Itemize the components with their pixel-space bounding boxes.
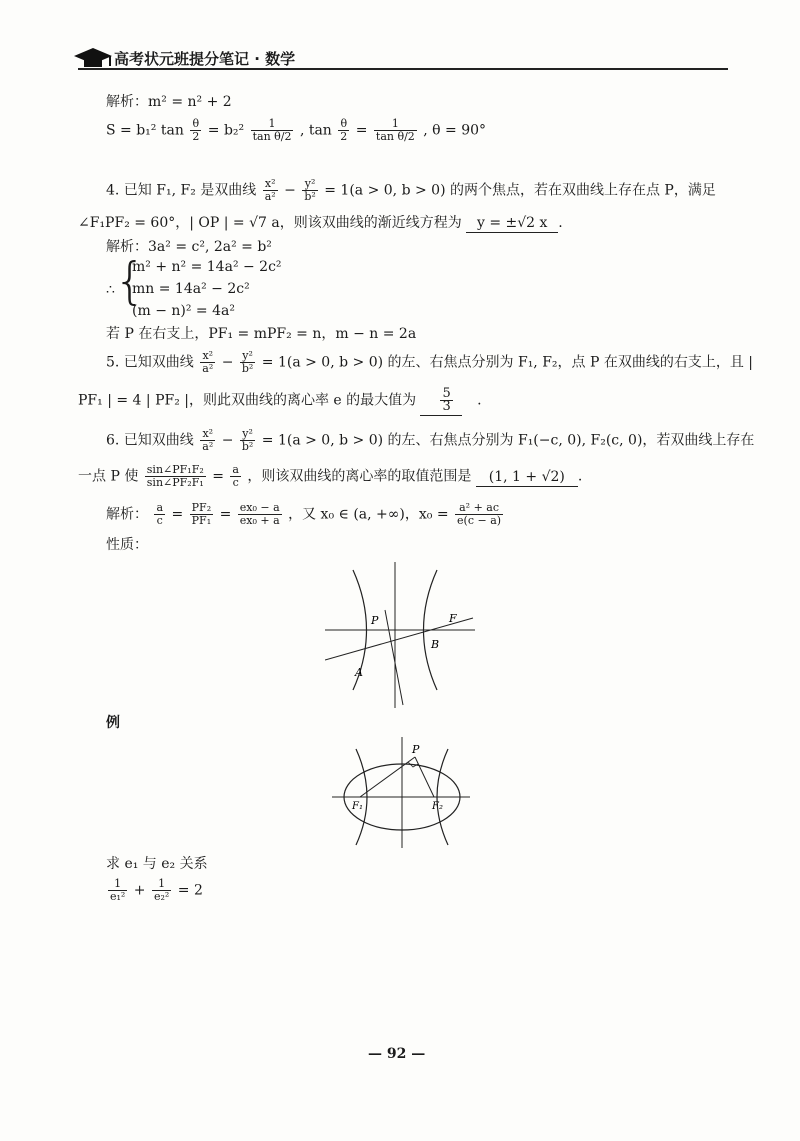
question-4-line-1: 4. 已知 F₁, F₂ 是双曲线 $\frac{\text{x²}}{\text{a²}}$ − $\frac{\text{y²}}{\text{b²}}$ = 1(a > 0, b > 0) 的两个焦点，若在双曲线上存在点 P，满足 (106, 177, 716, 203)
solution-line-2: S = b₁² tan $\frac{\theta}{2}$ = b₂² $\frac{1}{\text{tan θ/2}}$ , tan $\frac{\theta}{2}$ = $\frac{1}{\text{tan θ/2}}$ , θ = 90° (106, 117, 487, 143)
figure-ellipse-hyperbola (332, 735, 472, 850)
segment-F1P (360, 757, 415, 797)
answer-blank-6: (1, 1 + √2) (476, 468, 578, 487)
slant-line (385, 610, 403, 705)
solution-6-line: 解析： $\frac{a}{c}$ = $\frac{\text{PF₂}}{\text{PF₁}}$ = $\frac{\text{ex₀ − a}}{\text{ex₀ + a}}$ ，又 x₀ ∈ (a, +∞)，x₀ = $\frac{\text{a² + ac}}{e(c - a)}$ (106, 501, 502, 527)
label-P: P (412, 743, 420, 756)
figure-hyperbola (325, 560, 485, 710)
label-P: P (371, 614, 379, 627)
header-title: 高考状元班提分笔记 · 数学 (114, 50, 296, 68)
solution-line-1: 解析：m² = n² + 2 (106, 94, 232, 110)
segment-PF2 (415, 757, 434, 797)
label-F: F (449, 612, 457, 625)
system-brace: { (114, 252, 146, 310)
relation-question: 求 e₁ 与 e₂ 关系 (106, 856, 208, 872)
question-5-line-2: PF₁ | = 4 | PF₂ |，则此双曲线的离心率 e 的最大值为 $\frac{5}{3}$ . (78, 386, 482, 414)
label-F2: F₂ (432, 801, 443, 812)
system-eq-1: m² + n² = 14a² − 2c² (132, 259, 282, 275)
question-6-line-2: 一点 P 使 $\frac{\text{sin∠PF₁F₂}}{\text{sin∠PF₂F₁}}$ = $\frac{a}{c}$ ，则该双曲线的离心率的取值范围是 (1, 1 + √2) . (78, 463, 583, 489)
label-F1: F₁ (352, 801, 363, 812)
therefore-symbol: ∴ (106, 282, 115, 298)
answer-5-underline (420, 415, 462, 416)
page-number: — 92 — (368, 1046, 426, 1062)
solution-4-line-2: 若 P 在右支上，PF₁ = mPF₂ = n，m − n = 2a (106, 326, 417, 342)
system-eq-3: (m − n)² = 4a² (132, 303, 235, 319)
label-A: A (355, 666, 363, 679)
graduation-cap-icon (72, 46, 114, 70)
label-B: B (431, 638, 440, 651)
question-4-line-2: ∠F₁PF₂ = 60°，| OP | = √7 a，则该双曲线的渐近线方程为 y = ±√2 x . (78, 215, 563, 231)
question-5-line-1: 5. 已知双曲线 $\frac{\text{x²}}{\text{a²}}$ − $\frac{\text{y²}}{\text{b²}}$ = 1(a > 0, b > 0) 的左、右焦点分别为 F₁, F₂，点 P 在双曲线的右支上，且 | (106, 349, 754, 375)
header-rule (78, 68, 728, 70)
answer-blank-4: y = ±√2 x (466, 214, 558, 233)
system-eq-2: mn = 14a² − 2c² (132, 281, 250, 297)
property-label: 性质： (106, 537, 148, 553)
question-6-line-1: 6. 已知双曲线 $\frac{\text{x²}}{\text{a²}}$ − $\frac{\text{y²}}{\text{b²}}$ = 1(a > 0, b > 0) 的左、右焦点分别为 F₁(−c, 0), F₂(c, 0)，若双曲线上存在 (106, 427, 755, 453)
example-label: 例 (106, 715, 120, 731)
answer-blank-5: $\frac{5}{3}$ (442, 386, 451, 414)
relation-answer: $\frac{1}{\text{e₁²}}$ + $\frac{1}{\text{e₂²}}$ = 2 (110, 877, 203, 903)
solution-4-line-1: 解析：3a² = c², 2a² = b² (106, 239, 272, 255)
